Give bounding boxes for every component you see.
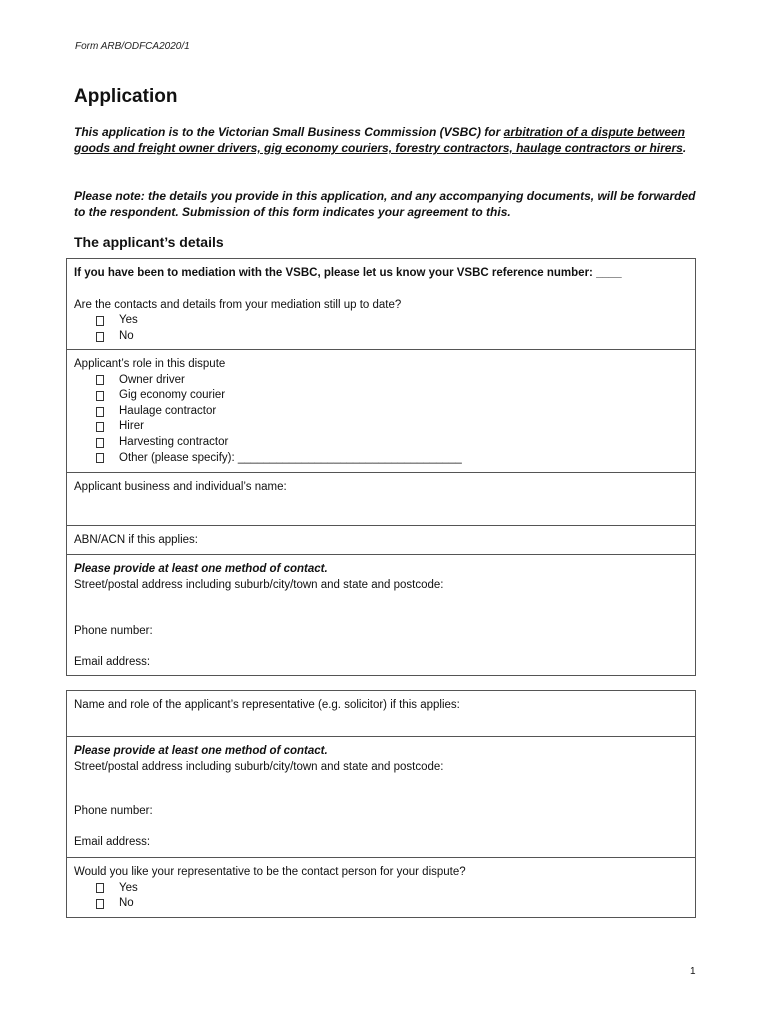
option-label: Yes <box>119 881 138 894</box>
applicant-email-field[interactable]: Email address: <box>74 655 151 668</box>
option-label: Gig economy courier <box>119 389 226 402</box>
role-option-harvesting-contractor[interactable] <box>74 435 688 451</box>
privacy-note: Please note: the details you provide in this application, and any accompanying documents, will be forwarded to the respondent. Submission of this form indicates your agreement to this. <box>74 189 696 219</box>
applicant-address-field[interactable]: Street/postal address including suburb/city/town and state and postcode: <box>74 578 444 591</box>
representative-contact-cell <box>67 737 695 858</box>
checkbox-icon[interactable] <box>96 883 104 893</box>
page-number: 1 <box>690 966 696 977</box>
checkbox-icon[interactable] <box>96 422 104 432</box>
option-label: Yes <box>119 314 138 327</box>
role-option-haulage-contractor[interactable] <box>74 404 688 420</box>
contacts-question: Are the contacts and details from your mediation still up to date? <box>74 298 402 311</box>
contacts-option-no[interactable] <box>74 329 688 345</box>
applicant-phone-field[interactable]: Phone number: <box>74 625 153 638</box>
intro-text <box>74 124 694 156</box>
representative-details-table <box>66 690 696 918</box>
option-label: No <box>119 897 134 910</box>
contact-person-option-no[interactable] <box>74 896 688 912</box>
contact-person-cell <box>67 858 695 917</box>
abn-acn-label: ABN/ACN if this applies: <box>74 534 198 546</box>
checkbox-icon[interactable] <box>96 407 104 417</box>
representative-phone-field[interactable]: Phone number: <box>74 805 153 818</box>
option-label: Other (please specify): ___________________________________ <box>119 451 462 464</box>
contact-method-note: Please provide at least one method of contact. <box>74 745 328 757</box>
page-title: Application <box>74 86 178 107</box>
role-cell <box>67 350 695 473</box>
checkbox-icon[interactable] <box>96 375 104 385</box>
representative-email-field[interactable]: Email address: <box>74 835 151 848</box>
role-label: Applicant’s role in this dispute <box>74 358 226 370</box>
applicant-name-field[interactable] <box>67 473 695 526</box>
option-label: No <box>119 329 134 342</box>
applicant-name-label: Applicant business and individual’s name: <box>74 481 287 493</box>
checkbox-icon[interactable] <box>96 438 104 448</box>
representative-name-role-field[interactable] <box>67 691 695 737</box>
option-label: Haulage contractor <box>119 404 217 417</box>
checkbox-icon[interactable] <box>96 453 104 463</box>
mediation-reference-field[interactable]: If you have been to mediation with the VSBC, please let us know your VSBC reference number: ____ <box>74 267 622 279</box>
representative-address-field[interactable]: Street/postal address including suburb/city/town and state and postcode: <box>74 760 444 773</box>
contact-person-question: Would you like your representative to be the contact person for your dispute? <box>74 866 466 878</box>
option-label: Hirer <box>119 420 144 433</box>
contact-person-option-yes[interactable] <box>74 881 688 897</box>
intro-text-before: This application is to the Victorian Small Business Commission (VSBC) for <box>74 125 504 139</box>
role-option-hirer[interactable] <box>74 419 688 435</box>
representative-name-role-label: Name and role of the applicant’s representative (e.g. solicitor) if this applies: <box>74 699 460 711</box>
form-code: Form ARB/ODFCA2020/1 <box>75 41 190 52</box>
role-option-gig-economy-courier[interactable] <box>74 388 688 404</box>
intro-underlined-text: arbitration of a dispute between goods and freight owner drivers, gig economy couriers, forestry contractors, haulage contractors or hirers <box>74 125 685 155</box>
abn-acn-field[interactable] <box>67 526 695 555</box>
role-option-owner-driver[interactable] <box>74 373 688 389</box>
option-label: Harvesting contractor <box>119 435 229 448</box>
option-label: Owner driver <box>119 373 185 386</box>
applicant-details-table <box>66 258 696 676</box>
applicant-contact-cell <box>67 555 695 675</box>
contacts-option-yes[interactable] <box>74 313 688 329</box>
role-option-other[interactable] <box>74 451 688 467</box>
mediation-cell <box>67 259 695 350</box>
contact-method-note: Please provide at least one method of contact. <box>74 563 328 575</box>
section-heading-applicant-details: The applicant’s details <box>74 234 224 250</box>
checkbox-icon[interactable] <box>96 316 104 326</box>
checkbox-icon[interactable] <box>96 332 104 342</box>
checkbox-icon[interactable] <box>96 391 104 401</box>
intro-text-after: . <box>682 141 687 155</box>
checkbox-icon[interactable] <box>96 899 104 909</box>
